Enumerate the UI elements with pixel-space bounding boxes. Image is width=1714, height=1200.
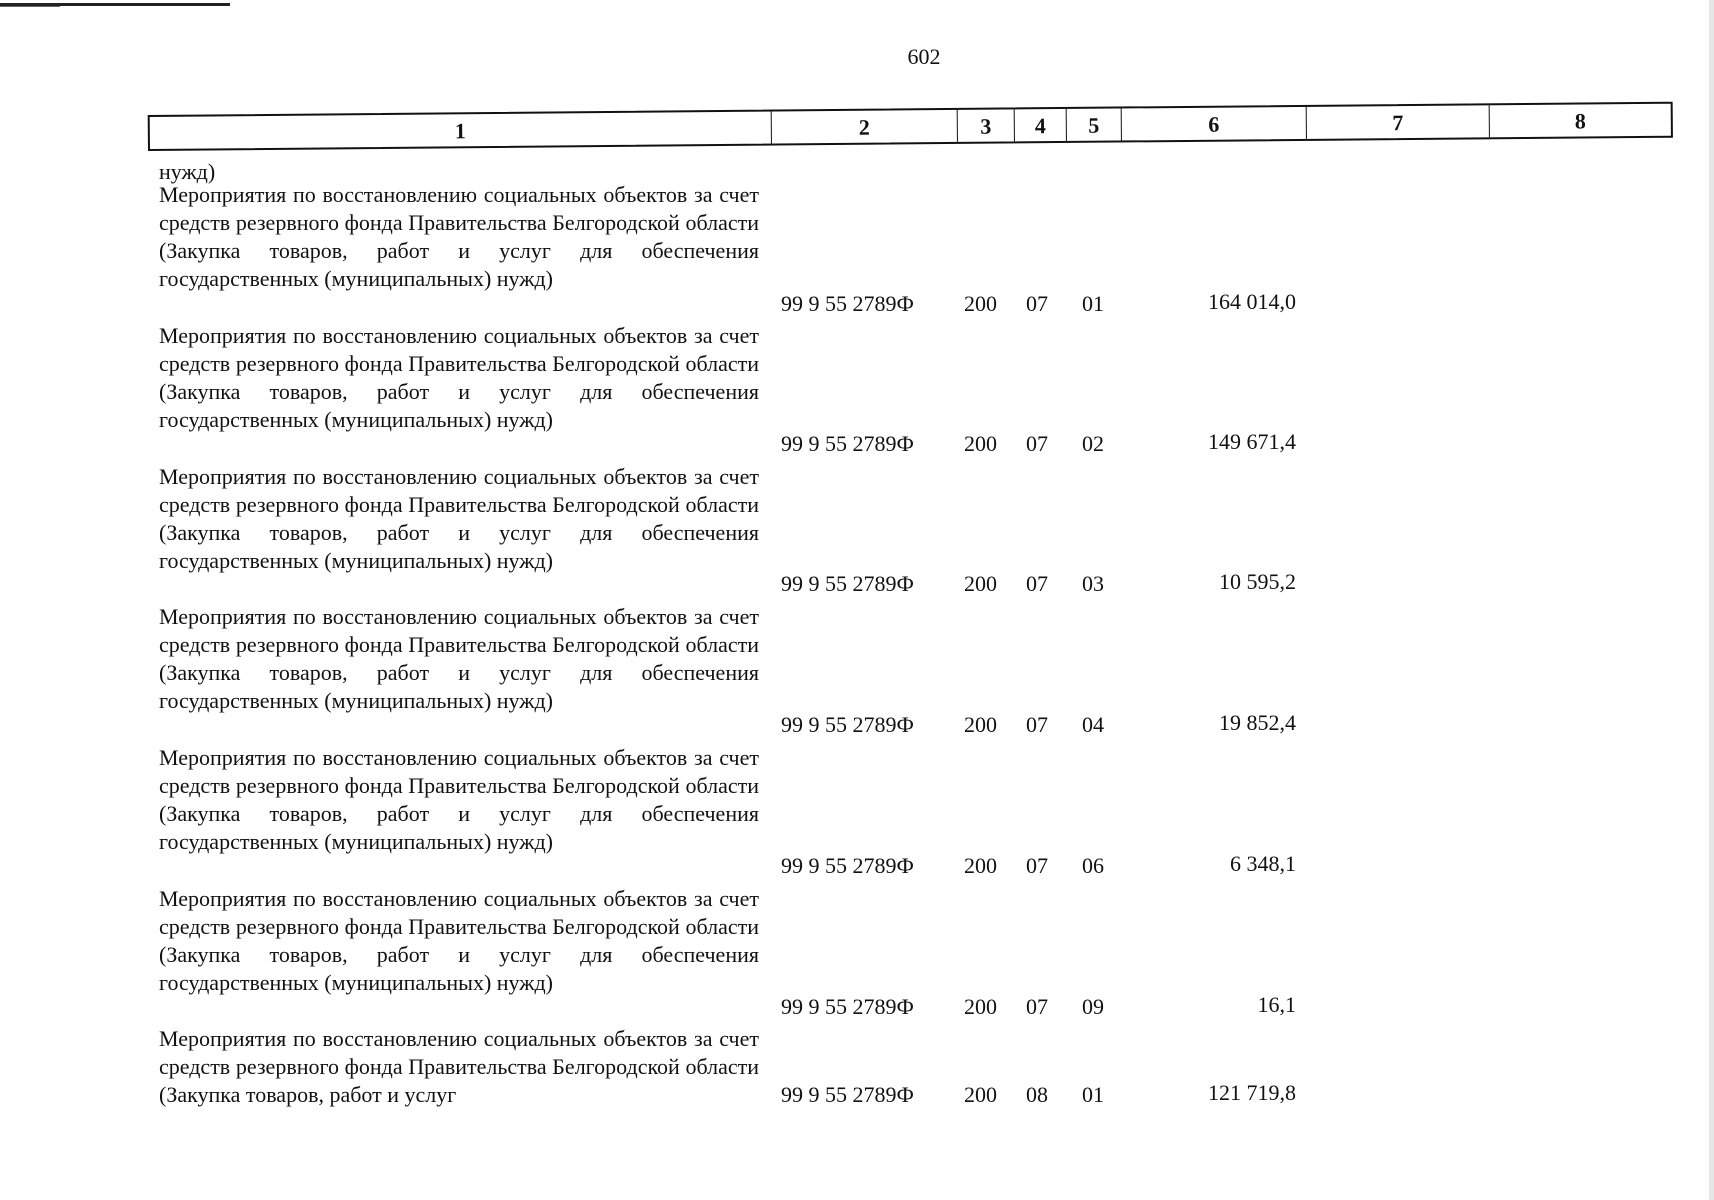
- row-col-4: 07: [1026, 994, 1048, 1019]
- header-col-8: 8: [1574, 108, 1586, 134]
- row-amount: 164 014,0: [1208, 289, 1296, 314]
- page-edge: [1709, 0, 1714, 1200]
- row-description: Мероприятия по восстановлению социальных объектов за счет средств резервного фонда Правительства Белгородской области (Закупка товаров, работ и услуг для обеспечения государственных (муниципальных) нужд): [159, 886, 759, 995]
- header-col-4: 4: [1015, 109, 1067, 141]
- row-col-5: 01: [1082, 291, 1104, 316]
- row-description: Мероприятия по восстановлению социальных объектов за счет средств резервного фонда Правительства Белгородской области (Закупка товаров, работ и услуг для обеспечения государственных (муниципальных) нужд): [159, 745, 759, 854]
- row-amount: 19 852,4: [1219, 710, 1296, 735]
- row-description: Мероприятия по восстановлению социальных объектов за счет средств резервного фонда Правительства Белгородской области (Закупка товаров, работ и услуг для обеспечения государственных (муниципальных) нужд): [159, 604, 759, 713]
- continuation-text: нужд): [159, 159, 216, 184]
- row-col-5: 03: [1082, 571, 1104, 596]
- row-code: 99 9 55 2789Ф: [781, 994, 914, 1019]
- row-col-4: 08: [1026, 1082, 1048, 1107]
- row-code: 99 9 55 2789Ф: [781, 1082, 914, 1107]
- row-description: Мероприятия по восстановлению социальных объектов за счет средств резервного фонда Правительства Белгородской области (Закупка товаров, работ и услуг для обеспечения государственных (муниципальных) нужд): [159, 464, 759, 573]
- row-col-4: 07: [1026, 853, 1048, 878]
- row-col-5: 06: [1082, 853, 1104, 878]
- header-col-3: 3: [958, 109, 1015, 141]
- row-code: 99 9 55 2789Ф: [781, 571, 914, 596]
- row-col-3: 200: [964, 291, 997, 316]
- row-code: 99 9 55 2789Ф: [781, 853, 914, 878]
- scan-artifact-line: [0, 6, 60, 7]
- table-header: [148, 102, 1673, 151]
- row-col-4: 07: [1026, 571, 1048, 596]
- row-col-3: 200: [964, 571, 997, 596]
- row-amount: 10 595,2: [1219, 569, 1296, 594]
- row-description: Мероприятия по восстановлению социальных объектов за счет средств резервного фонда Правительства Белгородской области (Закупка товаров, работ и услуг для обеспечения государственных (муниципальных) нужд): [159, 182, 759, 291]
- row-amount: 121 719,8: [1208, 1080, 1296, 1105]
- row-col-3: 200: [964, 853, 997, 878]
- row-code: 99 9 55 2789Ф: [781, 291, 914, 316]
- row-col-3: 200: [964, 712, 997, 737]
- row-description: Мероприятия по восстановлению социальных объектов за счет средств резервного фонда Правительства Белгородской области (Закупка товаров, работ и услуг: [159, 1026, 759, 1107]
- row-col-3: 200: [964, 994, 997, 1019]
- row-col-3: 200: [964, 1082, 997, 1107]
- row-col-3: 200: [964, 431, 997, 456]
- header-col-1: 1: [150, 112, 772, 149]
- header-col-6: 6: [1122, 107, 1307, 141]
- row-amount: 149 671,4: [1208, 429, 1296, 454]
- page-number: 602: [907, 44, 941, 69]
- row-amount: 6 348,1: [1230, 851, 1296, 876]
- row-col-4: 07: [1026, 291, 1048, 316]
- header-col-2: 2: [772, 110, 958, 144]
- row-code: 99 9 55 2789Ф: [781, 431, 914, 456]
- header-col-7: 7: [1307, 105, 1490, 139]
- row-col-5: 01: [1082, 1082, 1104, 1107]
- row-col-5: 04: [1082, 712, 1104, 737]
- row-col-5: 09: [1082, 994, 1104, 1019]
- row-col-5: 02: [1082, 431, 1104, 456]
- header-col-5: 5: [1067, 109, 1122, 141]
- row-amount: 16,1: [1257, 992, 1296, 1017]
- row-col-4: 07: [1026, 712, 1048, 737]
- row-col-4: 07: [1026, 431, 1048, 456]
- row-code: 99 9 55 2789Ф: [781, 712, 914, 737]
- row-description: Мероприятия по восстановлению социальных объектов за счет средств резервного фонда Правительства Белгородской области (Закупка товаров, работ и услуг для обеспечения государственных (муниципальных) нужд): [159, 323, 759, 432]
